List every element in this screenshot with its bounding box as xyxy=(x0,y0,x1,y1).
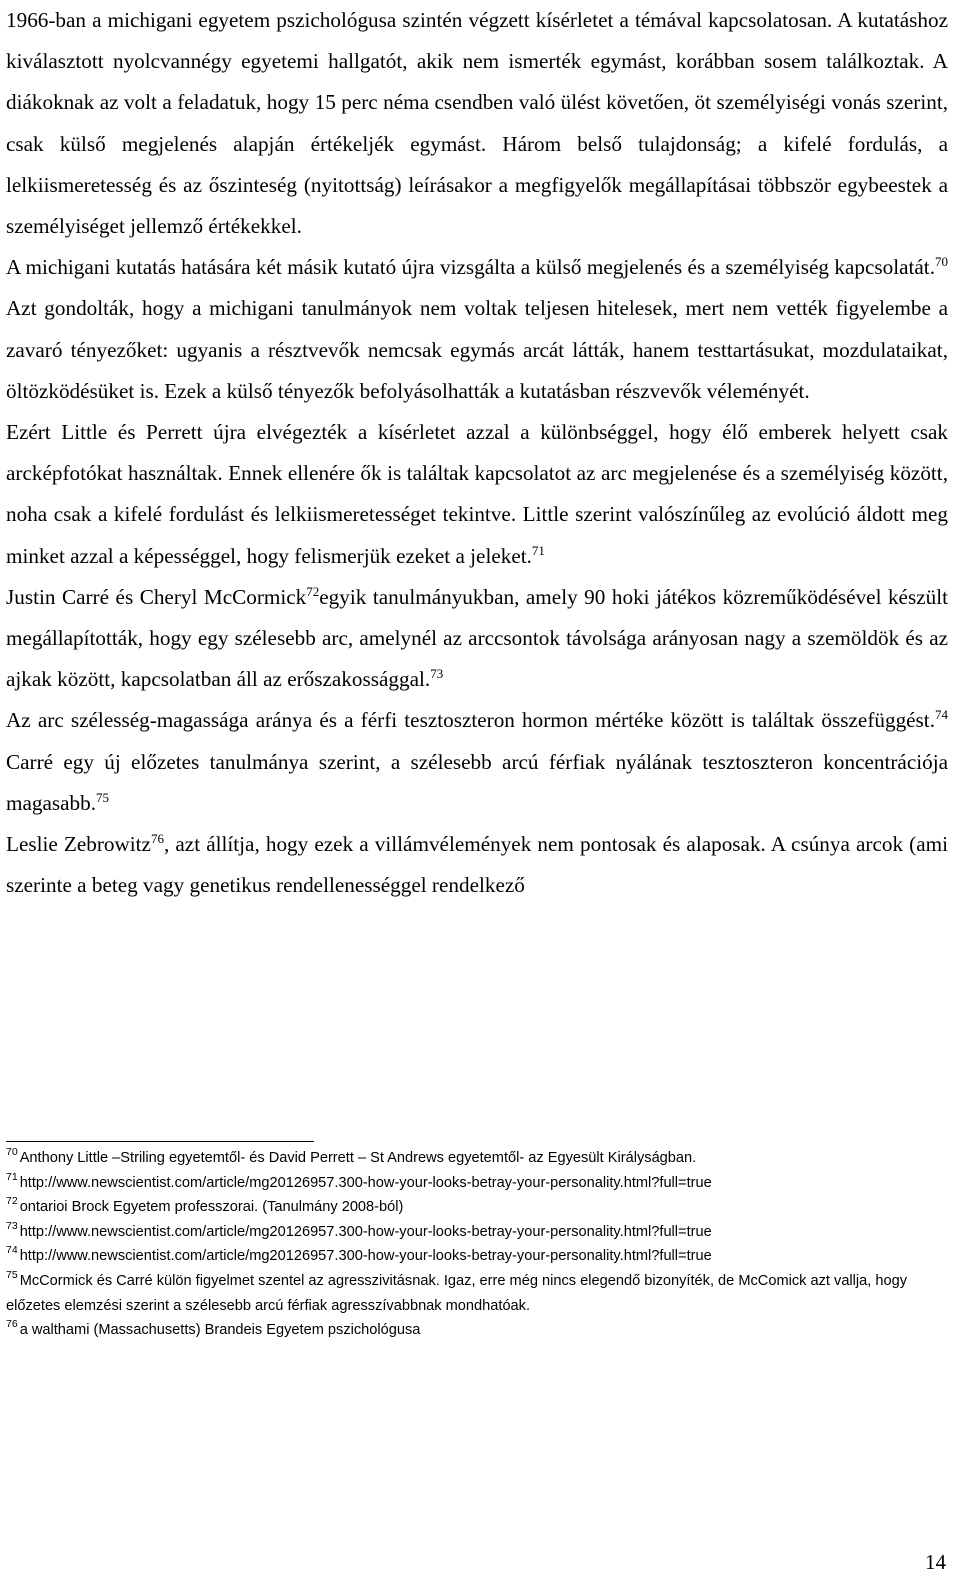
paragraph-text: 1966-ban a michigani egyetem pszichológusa szintén végzett kísérletet a témával kapcsolatosan. A kutatáshoz kiválasztott nyolcvannégy egyetemi hallgatót, akik nem ismerték egymást, korábban sosem találkoztak. A diákoknak az volt a feladatuk, hogy 15 perc néma csendben való ülést követően, öt személyiségi vonás szerint, csak külső megjelenés alapján értékeljék egymást. Három belső tulajdonság; a kifelé fordulás, a lelkiismeretesség és az őszinteség (nyitottság) leírásakor a megfigyelők megállapításai többször egybeestek a személyiséget jellemző értékekkel. xyxy=(6,8,948,239)
footnote-link[interactable]: http://www.newscientist.com/article/mg20126957.300-how-your-looks-betray-your-personality.html?full=true xyxy=(19,1174,712,1191)
footnote-number: 76 xyxy=(6,1318,18,1331)
footnote-link[interactable]: http://www.newscientist.com/article/mg20126957.300-how-your-looks-betray-your-personality.html?full=true xyxy=(19,1248,712,1265)
footnote-ref[interactable]: 74 xyxy=(935,707,948,723)
footnote-ref[interactable]: 72 xyxy=(306,583,320,599)
footnote-ref[interactable]: 71 xyxy=(531,542,545,558)
footnote-number: 72 xyxy=(6,1195,18,1208)
footnote xyxy=(6,1318,948,1343)
paragraph xyxy=(6,0,948,247)
paragraph xyxy=(6,412,948,577)
paragraph-text: Azt gondolták, hogy a michigani tanulmányok nem voltak teljesen hitelesek, mert nem vették figyelembe a zavaró tényezőket: ugyanis a résztvevők nemcsak egymás arcát látták, hanem testtartásukat, mozdulataikat, öltözködésüket is. Ezek a külső tényezők befolyásolhatták a kutatásban részvevők véleményét. xyxy=(6,296,948,403)
footnote-text: a walthami (Massachusetts) Brandeis Egyetem pszichológusa xyxy=(19,1322,421,1339)
footnote-link[interactable]: http://www.newscientist.com/article/mg20126957.300-how-your-looks-betray-your-personality.html?full=true xyxy=(19,1223,712,1240)
paragraph xyxy=(6,577,948,701)
paragraph xyxy=(6,247,948,412)
footnote-number: 73 xyxy=(6,1219,18,1232)
footnote-ref[interactable]: 70 xyxy=(935,254,948,270)
footnote-text: McCormick és Carré külön figyelmet szentel az agresszivitásnak. Igaz, erre még nincs elegendő bizonyíték, de McComick azt vallja, hogy előzetes elemzési szerint a szélesebb arcú férfiak agresszívabbnak mondhatóak. xyxy=(6,1272,908,1314)
paragraph-text: Az arc szélesség-magassága aránya és a férfi tesztoszteron hormon mértéke között is találtak összefüggést. xyxy=(6,708,935,733)
footnote-ref[interactable]: 73 xyxy=(430,666,444,682)
footnote-number: 75 xyxy=(6,1268,18,1281)
footnote xyxy=(6,1146,948,1171)
paragraph-text: Ezért Little és Perrett újra elvégezték a kísérletet azzal a különbséggel, hogy élő emberek helyett csak arcképfotókat használtak. Ennek ellenére ők is találtak kapcsolatot az arc megjelenése és a személyiség között, noha csak a kifelé fordulást és lelkiismeretességet tekintve. Little szerint valószínűleg az evolúció áldott meg minket azzal a képességgel, hogy felismerjük ezeket a jeleket. xyxy=(6,420,948,568)
footnote xyxy=(6,1244,948,1269)
page-number: 14 xyxy=(925,1550,946,1574)
footnote xyxy=(6,1195,948,1220)
footnote-separator xyxy=(6,1141,314,1142)
paragraph-text: , azt állítja, hogy ezek a villámvélemények nem pontosak és alaposak. A csúnya arcok (ami szerinte a beteg vagy genetikus rendellenességgel rendelkező xyxy=(6,832,948,898)
footnote xyxy=(6,1269,948,1318)
footnote-ref[interactable]: 76 xyxy=(150,831,164,847)
footnote xyxy=(6,1171,948,1196)
footnote-ref[interactable]: 75 xyxy=(96,789,110,805)
footnote-number: 74 xyxy=(6,1244,18,1257)
footnotes xyxy=(6,1146,948,1343)
paragraph-text: Carré egy új előzetes tanulmánya szerint, a szélesebb arcú férfiak nyálának tesztoszteron koncentrációja magasabb. xyxy=(6,749,948,815)
paragraph-text: Justin Carré és Cheryl McCormick xyxy=(6,584,307,609)
footnote-text: Anthony Little –Striling egyetemtől- és David Perrett – St Andrews egyetemtől- az Egyesült Királyságban. xyxy=(19,1150,697,1166)
paragraph-text: Leslie Zebrowitz xyxy=(6,832,151,857)
footnote xyxy=(6,1220,948,1245)
body-text xyxy=(6,0,948,906)
paragraph xyxy=(6,700,948,824)
footnote-number: 70 xyxy=(6,1146,18,1158)
paragraph xyxy=(6,824,948,906)
paragraph-text: A michigani kutatás hatására két másik kutató újra vizsgálta a külső megjelenés és a személyiség kapcsolatát. xyxy=(6,255,935,280)
footnote-number: 71 xyxy=(6,1170,18,1183)
footnote-text: ontarioi Brock Egyetem professzorai. (Tanulmány 2008-ból) xyxy=(19,1199,404,1216)
paragraph-text: egyik tanulmányukban, amely 90 hoki játékos közreműködésével készült megállapították, hogy egy szélesebb arc, amelynél az arccsontok távolsága arányosan nagy a szemöldök és az ajkak között, kapcsolatban áll az erőszakossággal. xyxy=(6,584,948,692)
